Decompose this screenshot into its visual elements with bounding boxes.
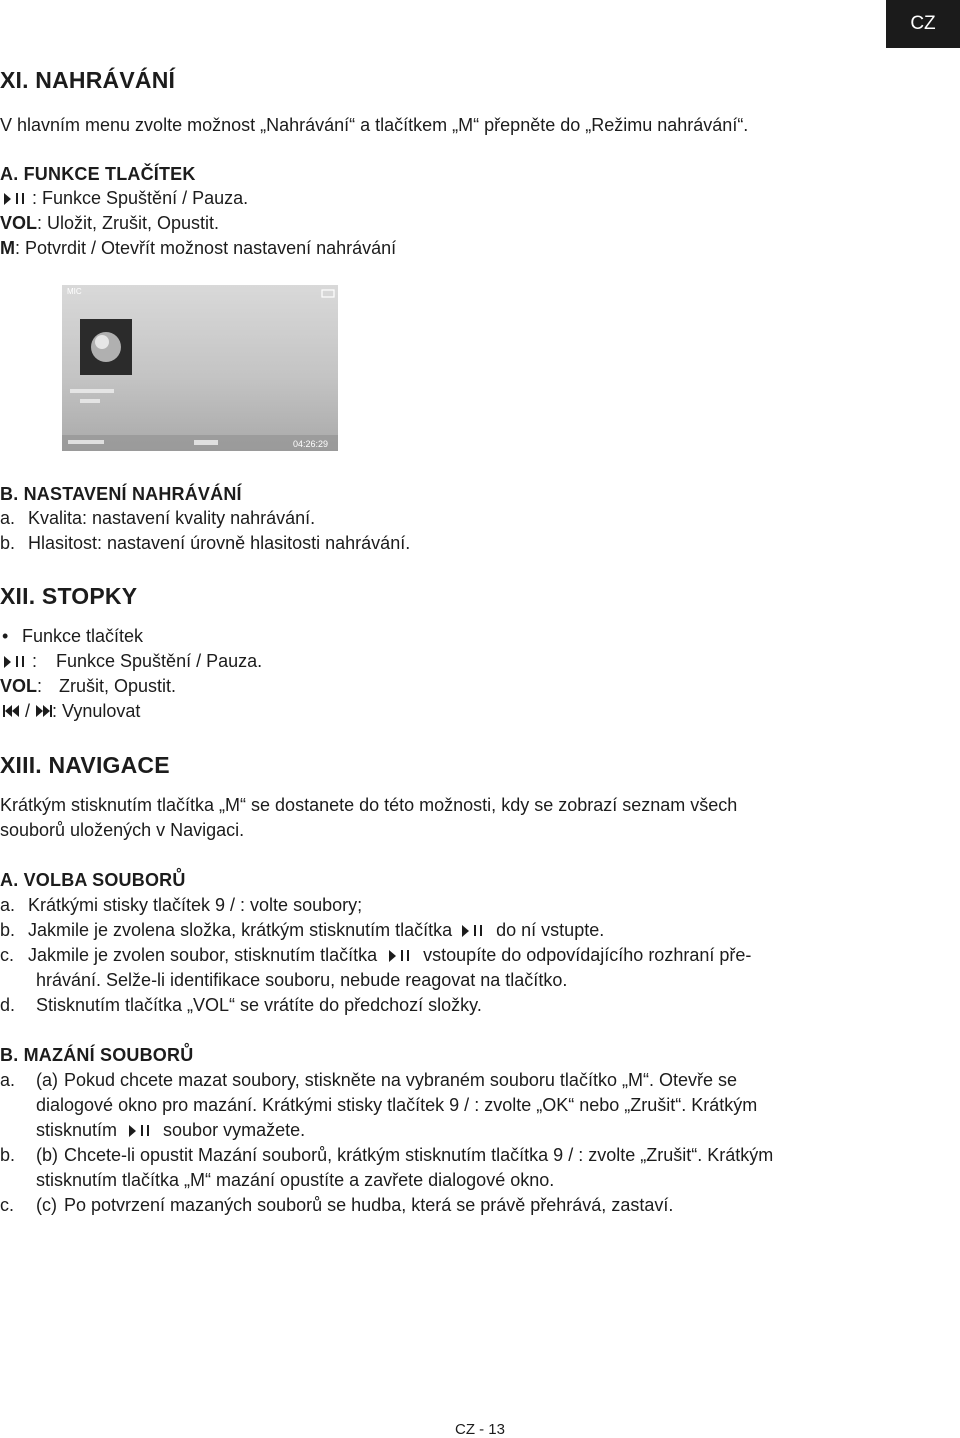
battery-icon (322, 290, 334, 297)
section-title-recording: XI. NAHRÁVÁNÍ (0, 67, 176, 93)
list-item-sublabel: (c) (36, 1195, 57, 1215)
list-item-label: b. (0, 1145, 16, 1165)
stopwatch-vol-line (0, 674, 176, 699)
list-item-continuation: hrávání. Selže-li identifikace souboru, nebude reagovat na tlačítko. (36, 970, 568, 990)
list-item-sublabel: (b) (36, 1145, 58, 1165)
play-pause-icon (389, 950, 413, 962)
stopwatch-reset-text: : Vynulovat (52, 701, 141, 721)
list-item-text: soubor vymažete. (163, 1120, 306, 1140)
play-pause-icon (462, 925, 486, 937)
subsection-title-button-functions: A. FUNKCE TLAČÍTEK (0, 164, 196, 184)
list-item-text: Krátkými stisky tlačítek 9 / : volte soubory; (28, 895, 363, 915)
vol-text: : Uložit, Zrušit, Opustit. (37, 213, 220, 233)
list-item-continuation (36, 1118, 305, 1143)
stopwatch-play-line (0, 649, 262, 674)
m-key: M (0, 238, 15, 258)
subsection-title-recording-settings: B. NASTAVENÍ NAHRÁVÁNÍ (0, 484, 242, 504)
page-number: CZ - 13 (454, 1421, 505, 1438)
list-item (0, 943, 751, 968)
list-item (0, 1143, 773, 1168)
play-pause-text: : Funkce Spuštění / Pauza. (32, 188, 249, 208)
subsection-title-file-selection: A. VOLBA SOUBORŮ (0, 870, 186, 890)
play-pause-icon (129, 1125, 153, 1137)
list-item (0, 506, 315, 531)
separator: / (25, 701, 31, 721)
list-item (0, 1193, 673, 1218)
section-title-navigation: XIII. NAVIGACE (0, 752, 170, 778)
language-tab: CZ (886, 0, 960, 48)
list-item-text: Hlasitost: nastavení úrovně hlasitosti nahrávání. (28, 533, 411, 553)
list-item-label: b. (0, 533, 16, 553)
list-item-text: do ní vstupte. (496, 920, 605, 940)
prev-track-icon (3, 699, 19, 724)
play-pause-icon (4, 656, 28, 668)
m-text: : Potvrdit / Otevřít možnost nastavení nahrávání (15, 238, 397, 258)
list-item-text: Jakmile je zvolena složka, krátkým stisknutím tlačítka (28, 920, 453, 940)
list-item-label: a. (0, 1070, 16, 1090)
list-item-text: stisknutím (36, 1120, 118, 1140)
list-item-label: a. (0, 508, 16, 528)
subsection-title-file-deletion: B. MAZÁNÍ SOUBORŮ (0, 1045, 194, 1065)
vol-key: VOL (0, 676, 38, 696)
list-item-text: Kvalita: nastavení kvality nahrávání. (28, 508, 316, 528)
list-item-continuation: dialogové okno pro mazání. Krátkými stisky tlačítek 9 / : zvolte „OK“ nebo „Zrušit“. Krátkým (36, 1095, 758, 1115)
list-item-text: vstoupíte do odpovídajícího rozhraní pře- (423, 945, 752, 965)
recording-screen-image (62, 285, 338, 451)
list-item (0, 893, 362, 918)
vol-key: VOL (0, 213, 38, 233)
play-pause-line (0, 186, 248, 211)
list-item-label: c. (0, 1195, 15, 1215)
list-item-label: b. (0, 920, 16, 940)
list-item-text: Pokud chcete mazat soubory, stiskněte na vybraném souboru tlačítko „M“. Otevře se (64, 1070, 737, 1090)
list-item-label: d. (0, 995, 16, 1015)
separator: : (37, 676, 43, 696)
m-line (0, 236, 396, 261)
mic-label: MIC (67, 287, 82, 296)
list-item-text: Stisknutím tlačítka „VOL“ se vrátíte do předchozí složky. (36, 995, 482, 1015)
list-item (0, 531, 410, 556)
list-item-label: c. (0, 945, 15, 965)
bullet-line (0, 624, 143, 649)
list-item-continuation: stisknutím tlačítka „M“ mazání opustíte a zavřete dialogové okno. (36, 1170, 555, 1190)
next-track-icon (36, 699, 52, 724)
play-pause-icon (4, 193, 28, 205)
stopwatch-play-text: Funkce Spuštění / Pauza. (56, 651, 263, 671)
stopwatch-reset-line (0, 699, 140, 724)
recording-time: 04:26:29 (292, 439, 328, 449)
screen-graphic (62, 285, 338, 451)
list-item-sublabel: (a) (36, 1070, 58, 1090)
stopwatch-vol-text: Zrušit, Opustit. (59, 676, 177, 696)
list-item (0, 918, 604, 943)
list-item-text: Jakmile je zvolen soubor, stisknutím tlačítka (28, 945, 378, 965)
list-item-label: a. (0, 895, 16, 915)
list-item (0, 1068, 737, 1093)
list-item (0, 993, 482, 1018)
bullet-icon: • (2, 626, 9, 646)
list-item-text: Chcete-li opustit Mazání souborů, krátkým stisknutím tlačítka 9 / : zvolte „Zrušit“. Krátkým (64, 1145, 774, 1165)
recording-intro: V hlavním menu zvolte možnost „Nahrávání“ a tlačítkem „M“ přepněte do „Režimu nahrávání“. (0, 115, 749, 135)
bullet-text: Funkce tlačítek (22, 626, 144, 646)
navigation-intro-line-2: souborů uložených v Navigaci. (0, 820, 245, 840)
vol-line (0, 211, 219, 236)
list-item-text: Po potvrzení mazaných souborů se hudba, která se právě přehrává, zastaví. (64, 1195, 674, 1215)
section-title-stopwatch: XII. STOPKY (0, 583, 138, 609)
navigation-intro-line-1: Krátkým stisknutím tlačítka „M“ se dostanete do této možnosti, kdy se zobrazí seznam všech (0, 795, 738, 815)
separator: : (32, 651, 38, 671)
